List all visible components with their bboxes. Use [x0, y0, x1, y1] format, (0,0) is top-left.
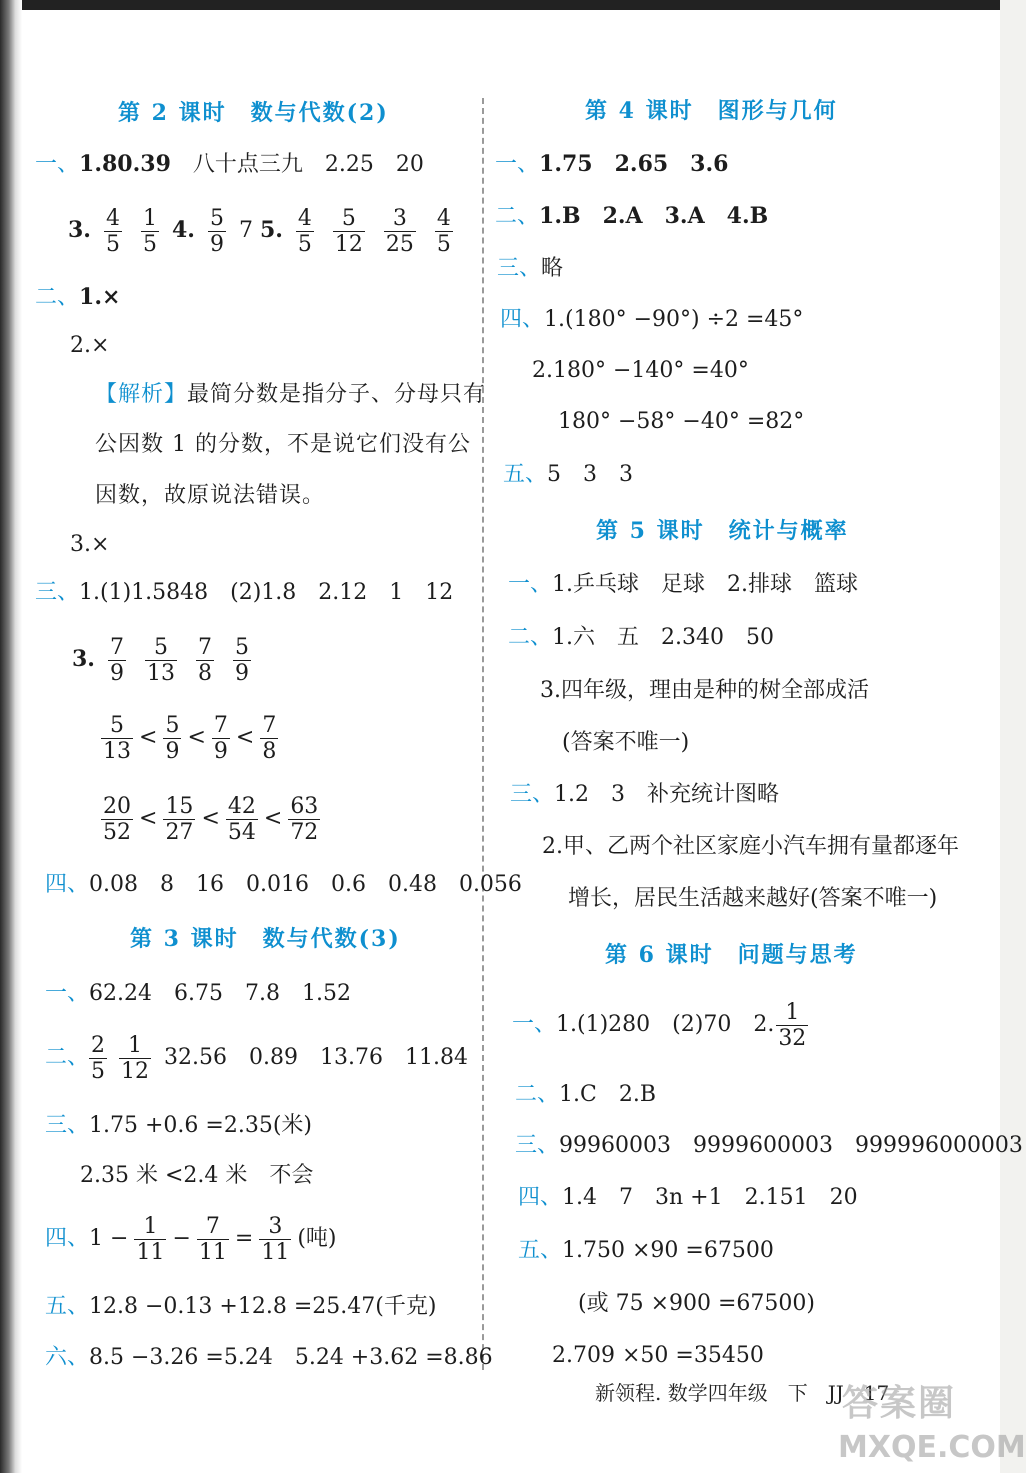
scan-top-edge: [0, 0, 1000, 10]
answer-text: 1.750 ×90 =67500: [562, 1238, 774, 1263]
l5-section-2: [508, 623, 774, 653]
fraction: $\frac{5}{12}$: [334, 205, 363, 257]
lesson-6-title: 第 6 课时 问题与思考: [605, 942, 858, 968]
fraction: $\frac{3}{25}$: [385, 205, 414, 257]
question-number: 3.: [72, 646, 95, 672]
section-tag: 二、: [508, 625, 553, 650]
section-tag: 四、: [45, 1226, 90, 1251]
l2-section-3-q3: [72, 632, 257, 687]
section-tag: 五、: [503, 462, 548, 487]
section-tag: 六、: [45, 1345, 90, 1370]
fraction: $\frac{1}{5}$: [142, 205, 157, 257]
section-tag: 二、: [45, 1045, 90, 1070]
l5-section-3-q2: 2.甲、乙两个社区家庭小汽车拥有量都逐年: [542, 834, 959, 859]
answer-text: 8.5 −3.26 =5.24 5.24 +3.62 =8.86: [89, 1345, 493, 1370]
fraction: $\frac{15}{27}$: [165, 793, 194, 845]
answer-text: 1 −: [89, 1226, 129, 1251]
fraction: $\frac{20}{52}$: [103, 793, 131, 845]
fraction: $\frac{1}{11}$: [136, 1213, 165, 1265]
l6-section-2: [515, 1080, 656, 1110]
l2-section-2-q3: 3.×: [70, 532, 110, 557]
lesson-3-title: 第 3 课时 数与代数(3): [130, 926, 401, 952]
fraction: $\frac{5}{9}$: [209, 205, 224, 257]
section-tag: 一、: [508, 572, 553, 597]
l6-section-5-alt: (或 75 ×900 =67500): [578, 1291, 815, 1316]
fraction: $\frac{7}{8}$: [262, 712, 277, 764]
answer-text: 7: [238, 218, 253, 243]
l4-section-2: [495, 201, 768, 232]
l4-section-4-q2: 2.180° −140° =40°: [532, 358, 749, 383]
answer-text: 1.六 五 2.340 50: [552, 625, 774, 650]
less-than: <: [201, 806, 220, 831]
l2-explanation-line-2: 公因数 1 的分数，不是说它们没有公: [95, 432, 471, 457]
watermark-line-1: 答案圈: [842, 1383, 957, 1424]
section-tag: 二、: [515, 1082, 560, 1107]
answer-text: 1.B 2.A 3.A 4.B: [539, 203, 769, 229]
answer-text: 12.8 −0.13 +12.8 =25.47(千克): [89, 1294, 437, 1319]
l2-comparison-1: [95, 711, 284, 765]
watermark-logo: [838, 1375, 1026, 1473]
l2-section-1-fractions: [68, 203, 459, 258]
explanation-text: 最简分数是指分子、分母只有: [187, 382, 487, 407]
question-number: 5.: [259, 217, 283, 243]
l2-section-2-q2: 2.×: [70, 333, 110, 358]
explanation-tag: 【解析】: [95, 382, 188, 407]
answer-text: 32.56 0.89 13.76 11.84: [164, 1045, 468, 1070]
fraction: $\frac{5}{9}$: [234, 634, 249, 686]
answer-text: 62.24 6.75 7.8 1.52: [89, 981, 351, 1006]
answer-text: 99960003 9999600003 999996000003: [559, 1133, 1023, 1158]
fraction: $\frac{7}{9}$: [109, 634, 124, 686]
fraction: $\frac{4}{5}$: [297, 205, 312, 257]
l4-section-1: [495, 149, 728, 180]
fraction: $\frac{4}{5}$: [105, 205, 120, 257]
lesson-4-title: 第 4 课时 图形与几何: [585, 98, 838, 124]
answer-text: 1.乒乓球 足球 2.排球 篮球: [552, 572, 858, 597]
l2-explanation-line-1: [95, 380, 486, 410]
l4-section-4-q2b: 180° −58° −40° =82°: [558, 409, 805, 434]
l3-section-6: [45, 1343, 493, 1373]
fraction: $\frac{5}{9}$: [165, 712, 180, 764]
section-tag: 一、: [512, 1012, 557, 1037]
fraction: $\frac{2}{5}$: [91, 1032, 106, 1084]
section-tag: 二、: [35, 285, 80, 310]
section-tag: 四、: [45, 872, 90, 897]
scan-left-edge: [0, 0, 22, 1473]
fraction: $\frac{4}{5}$: [436, 205, 451, 257]
answer-text: 1.(180° −90°) ÷2 =45°: [544, 307, 804, 332]
section-tag: 四、: [518, 1185, 563, 1210]
l2-section-1: [35, 149, 424, 180]
answer-text: 5 3 3: [547, 462, 634, 487]
section-tag: 五、: [518, 1238, 563, 1263]
question-number: 4.: [171, 217, 195, 243]
page-footer: 新领程. 数学四年级 下 JJ 17: [595, 1381, 890, 1405]
l4-section-3: [497, 254, 563, 284]
l2-comparison-2: [95, 792, 326, 846]
answer-text: 1.C 2.B: [559, 1082, 656, 1107]
less-than: <: [187, 725, 206, 750]
fraction: $\frac{7}{8}$: [197, 634, 212, 686]
l6-section-5: [518, 1236, 774, 1266]
answer-text: 略: [541, 256, 564, 281]
section-tag: 四、: [500, 307, 545, 332]
answer-text: 1.80.39: [79, 151, 171, 177]
section-tag: 二、: [495, 204, 540, 229]
less-than: <: [139, 806, 158, 831]
l5-section-3-q2b: 增长，居民生活越来越好(答案不唯一): [568, 886, 938, 911]
l5-section-2-q3: 3.四年级，理由是种的树全部成活: [540, 678, 869, 703]
answer-text: 1.(1)280 (2)70 2.: [556, 1012, 775, 1037]
l2-section-3-q1: [35, 578, 453, 608]
less-than: <: [263, 806, 283, 831]
l5-section-2-q3-note: (答案不唯一): [562, 730, 690, 755]
unit: (吨): [297, 1226, 337, 1251]
l4-section-4: [500, 305, 803, 335]
watermark-line-2: MXQE.COM: [838, 1430, 1026, 1465]
l5-section-1: [508, 570, 858, 600]
answer-text: 1.4 7 3n +1 2.151 20: [562, 1185, 858, 1210]
section-tag: 一、: [495, 152, 540, 177]
answer-text: 1.×: [79, 284, 121, 310]
l3-section-3: [45, 1111, 312, 1141]
section-tag: 三、: [497, 256, 542, 281]
section-tag: 三、: [515, 1133, 560, 1158]
l3-section-5: [45, 1292, 436, 1322]
lesson-5-title: 第 5 课时 统计与概率: [596, 518, 849, 544]
l2-explanation-line-3: 因数，故原说法错误。: [95, 483, 326, 508]
answer-text: 0.08 8 16 0.016 0.6 0.48 0.056: [89, 872, 522, 897]
column-divider: [482, 98, 484, 1370]
section-tag: 三、: [35, 580, 80, 605]
question-number: 3.: [68, 217, 91, 243]
section-tag: 一、: [35, 152, 80, 177]
fraction: $\frac{42}{54}$: [227, 793, 256, 845]
equals-sign: =: [234, 1226, 254, 1251]
l3-section-2: [45, 1031, 468, 1085]
l2-section-2-q1: [35, 282, 120, 313]
fraction: $\frac{1}{32}$: [778, 999, 807, 1051]
answer-text: 1.2 3 补充统计图略: [554, 782, 780, 807]
section-tag: 一、: [45, 981, 90, 1006]
l6-section-1: [512, 998, 814, 1052]
fraction: $\frac{1}{12}$: [121, 1032, 150, 1084]
minus-sign: −: [172, 1226, 191, 1251]
fraction: $\frac{7}{9}$: [213, 712, 228, 764]
l3-section-4: [45, 1212, 337, 1266]
l3-section-1: [45, 979, 351, 1009]
answer-text: 1.(1)1.5848 (2)1.8 2.12 1 12: [79, 580, 454, 605]
answer-text: 2.25 20: [324, 152, 424, 177]
l5-section-3: [510, 780, 779, 810]
fraction: $\frac{5}{13}$: [146, 634, 175, 686]
l6-section-3: [515, 1131, 1023, 1161]
l2-section-4: [45, 870, 522, 900]
l6-section-4: [518, 1183, 858, 1213]
l6-section-5-q2: 2.709 ×50 =35450: [552, 1343, 764, 1368]
answer-text: 八十点三九: [192, 152, 303, 177]
section-tag: 五、: [45, 1294, 90, 1319]
answer-text: 1.75 +0.6 =2.35(米): [89, 1113, 312, 1138]
fraction: $\frac{7}{11}$: [198, 1213, 227, 1265]
fraction: $\frac{63}{72}$: [290, 793, 319, 845]
lesson-2-title: 第 2 课时 数与代数(2): [118, 100, 389, 126]
section-tag: 三、: [510, 782, 555, 807]
l3-section-3b: 2.35 米 <2.4 米 不会: [80, 1163, 314, 1188]
section-tag: 三、: [45, 1113, 90, 1138]
answer-text: 1.75 2.65 3.6: [539, 151, 729, 177]
fraction: $\frac{5}{13}$: [103, 712, 131, 764]
less-than: <: [139, 725, 158, 750]
l4-section-5: [503, 460, 633, 490]
fraction: $\frac{3}{11}$: [261, 1213, 290, 1265]
less-than: <: [235, 725, 255, 750]
